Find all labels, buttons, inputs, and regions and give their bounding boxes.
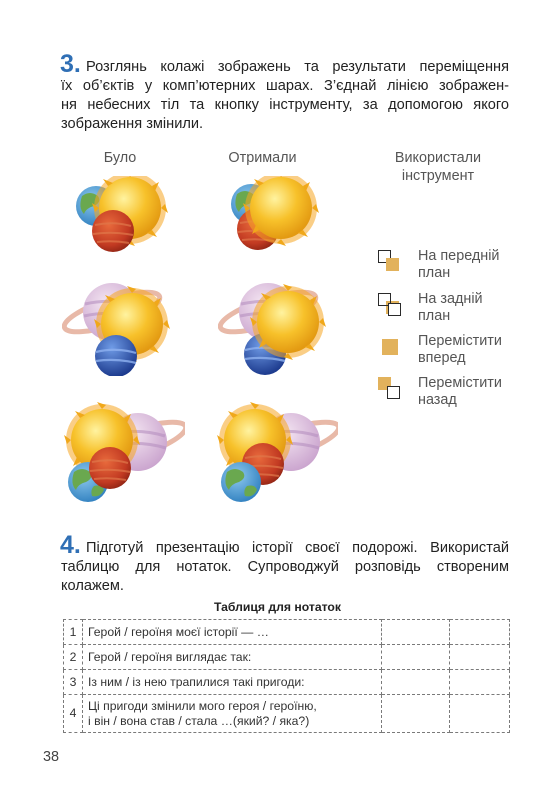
row-prompt-line: Ці пригоди змінили мого героя / героїню, <box>88 698 317 713</box>
task-3-line: ня небесних тіл та кнопку інструменту, за допомогою якого <box>61 97 509 113</box>
tool-label-line2: вперед <box>418 350 466 366</box>
table-title: Таблиця для нотаток <box>214 600 341 614</box>
column-header-used-line2: інструмент <box>401 168 475 184</box>
tool-label <box>418 375 528 409</box>
table-row <box>64 620 510 645</box>
send-to-back-icon <box>378 293 404 319</box>
note-cell[interactable] <box>450 670 510 695</box>
task-4-line: колажем. <box>61 578 124 594</box>
note-cell[interactable] <box>382 670 450 695</box>
tool-label <box>418 291 528 325</box>
task-3-text <box>86 58 509 77</box>
task-4-number: 4. <box>60 531 81 559</box>
note-cell[interactable] <box>450 645 510 670</box>
row-number: 3 <box>64 670 83 695</box>
task-4-line: таблицю для нотаток. Супроводжуй розповідь створеним <box>61 559 509 575</box>
task-4-line: Підготуй презентацію історії своєї подорожі. Використай <box>86 540 509 556</box>
note-cell[interactable] <box>382 645 450 670</box>
tool-bring-to-front[interactable] <box>378 248 528 282</box>
bring-forward-icon <box>378 335 404 361</box>
row-prompt <box>83 620 382 645</box>
note-cell[interactable] <box>382 695 450 733</box>
column-header-got: Отримали <box>228 150 297 166</box>
bring-to-front-icon <box>378 250 404 276</box>
table-row <box>64 695 510 733</box>
note-cell[interactable] <box>450 695 510 733</box>
collage-got-2[interactable] <box>218 276 343 376</box>
task-3-line: Розглянь колажі зображень та результати переміщення <box>86 59 509 75</box>
task-3-line: зображення змінили. <box>61 116 204 132</box>
mars-planet <box>92 210 134 252</box>
tool-label-line2: назад <box>418 392 457 408</box>
row-prompt <box>83 670 382 695</box>
tool-label-line1: Перемістити <box>418 375 502 391</box>
table-row <box>64 670 510 695</box>
send-backward-icon <box>378 377 404 403</box>
row-number: 1 <box>64 620 83 645</box>
tool-send-backward[interactable] <box>378 375 528 409</box>
tool-label-line1: Перемістити <box>418 333 502 349</box>
row-prompt-line: Із ним / із нею трапилися такі пригоди: <box>88 674 305 689</box>
tool-label <box>418 333 528 367</box>
collage-got-1[interactable] <box>225 176 335 266</box>
row-number: 4 <box>64 695 83 733</box>
tool-label-line2: план <box>418 308 451 324</box>
note-cell[interactable] <box>450 620 510 645</box>
notes-table <box>63 619 510 733</box>
row-number: 2 <box>64 645 83 670</box>
tool-bring-forward[interactable] <box>378 333 528 367</box>
column-header-used <box>378 149 498 185</box>
row-prompt-line: Герой / героїня моєї історії — … <box>88 624 269 639</box>
tool-label-line1: На задній <box>418 291 483 307</box>
task-4-text-body <box>61 558 509 596</box>
page-number: 38 <box>43 749 60 765</box>
table-row <box>64 645 510 670</box>
task-3-number: 3. <box>60 50 81 78</box>
row-prompt-line: Герой / героїня виглядає так: <box>88 649 252 664</box>
collage-was-2[interactable] <box>62 276 187 376</box>
tool-send-to-back[interactable] <box>378 291 528 325</box>
collage-was-3[interactable] <box>60 400 185 510</box>
collage-was-1[interactable] <box>70 176 180 266</box>
mars-planet <box>89 447 131 489</box>
column-header-used-line1: Використали <box>394 150 482 166</box>
row-prompt-line: і він / вона став / стала …(який? / яка?) <box>88 713 310 728</box>
neptune-planet <box>95 335 137 376</box>
tool-label <box>418 248 528 282</box>
note-cell[interactable] <box>382 620 450 645</box>
task-3-line: їх об’єктів у комп’ютерних шарах. З’єднай лінією зображен- <box>61 78 509 94</box>
task-3-text-body <box>61 77 509 134</box>
tool-label-line2: план <box>418 265 451 281</box>
row-prompt <box>83 695 382 733</box>
earth-planet <box>221 462 261 502</box>
tool-label-line1: На передній <box>418 248 500 264</box>
column-header-was: Було <box>103 150 137 166</box>
collage-got-3[interactable] <box>213 400 338 510</box>
task-4-text <box>86 539 509 558</box>
row-prompt <box>83 645 382 670</box>
